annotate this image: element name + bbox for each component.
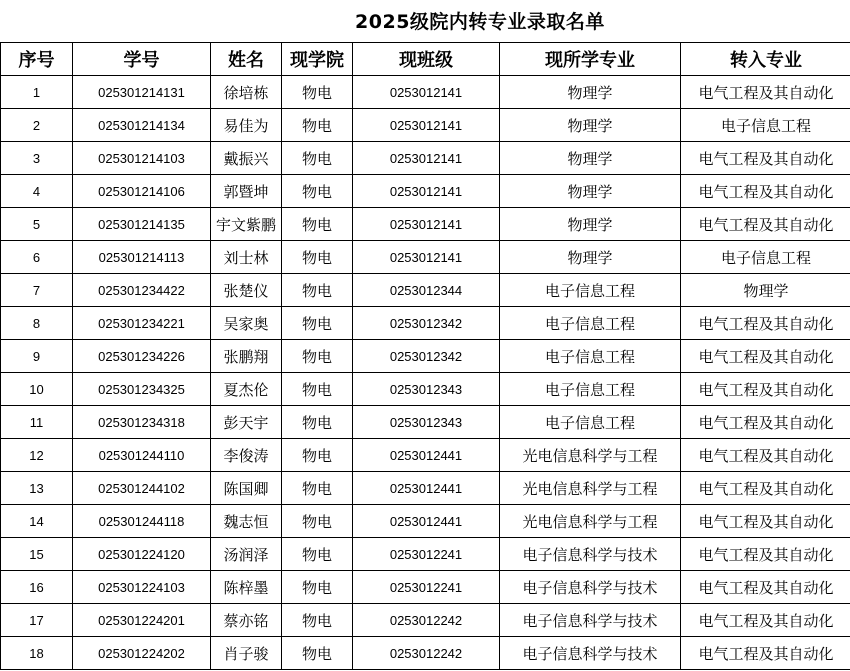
table-row <box>1 76 850 109</box>
cell-current-college[interactable]: 物电 <box>282 76 353 109</box>
cell-target-major[interactable]: 电子信息工程 <box>681 241 850 274</box>
cell-current-class[interactable]: 0253012141 <box>353 208 500 241</box>
cell-current-college[interactable]: 物电 <box>282 637 353 670</box>
cell-index[interactable]: 7 <box>1 274 73 307</box>
cell-index[interactable]: 1 <box>1 76 73 109</box>
table-row <box>1 208 850 241</box>
cell-current-major[interactable]: 电子信息工程 <box>500 340 681 373</box>
cell-index[interactable]: 17 <box>1 604 73 637</box>
cell-current-major[interactable]: 物理学 <box>500 76 681 109</box>
cell-index[interactable]: 6 <box>1 241 73 274</box>
cell-name[interactable]: 刘士林 <box>211 241 282 274</box>
cell-current-class[interactable]: 0253012344 <box>353 274 500 307</box>
cell-student-id[interactable]: 025301214113 <box>73 241 211 274</box>
cell-current-class[interactable]: 0253012141 <box>353 76 500 109</box>
table-row <box>1 604 850 637</box>
header-student-id[interactable]: 学号 <box>73 43 211 76</box>
cell-current-college[interactable]: 物电 <box>282 505 353 538</box>
cell-student-id[interactable]: 025301234221 <box>73 307 211 340</box>
cell-current-college[interactable]: 物电 <box>282 142 353 175</box>
cell-target-major[interactable]: 电气工程及其自动化 <box>681 76 850 109</box>
cell-current-major[interactable]: 电子信息科学与技术 <box>500 637 681 670</box>
cell-current-college[interactable]: 物电 <box>282 208 353 241</box>
cell-index[interactable]: 12 <box>1 439 73 472</box>
cell-current-major[interactable]: 电子信息科学与技术 <box>500 538 681 571</box>
cell-index[interactable]: 14 <box>1 505 73 538</box>
cell-current-major[interactable]: 物理学 <box>500 109 681 142</box>
cell-current-college[interactable]: 物电 <box>282 274 353 307</box>
cell-name[interactable]: 郭暨坤 <box>211 175 282 208</box>
cell-current-major[interactable]: 物理学 <box>500 175 681 208</box>
cell-student-id[interactable]: 025301244110 <box>73 439 211 472</box>
cell-target-major[interactable]: 电气工程及其自动化 <box>681 175 850 208</box>
cell-target-major[interactable]: 电气工程及其自动化 <box>681 307 850 340</box>
cell-name[interactable]: 汤润泽 <box>211 538 282 571</box>
cell-current-college[interactable]: 物电 <box>282 307 353 340</box>
cell-current-class[interactable]: 0253012242 <box>353 637 500 670</box>
sheet-title: 2025级院内转专业录取名单 <box>355 11 605 33</box>
cell-name[interactable]: 陈梓墨 <box>211 571 282 604</box>
table-row <box>1 472 850 505</box>
header-row <box>1 43 850 76</box>
cell-name[interactable]: 蔡亦铭 <box>211 604 282 637</box>
cell-student-id[interactable]: 025301214131 <box>73 76 211 109</box>
cell-student-id[interactable]: 025301234325 <box>73 373 211 406</box>
cell-target-major[interactable]: 电气工程及其自动化 <box>681 406 850 439</box>
cell-index[interactable]: 18 <box>1 637 73 670</box>
cell-name[interactable]: 魏志恒 <box>211 505 282 538</box>
cell-current-college[interactable]: 物电 <box>282 406 353 439</box>
cell-current-college[interactable]: 物电 <box>282 109 353 142</box>
table-row <box>1 307 850 340</box>
table-row <box>1 439 850 472</box>
cell-current-class[interactable]: 0253012441 <box>353 472 500 505</box>
cell-current-major[interactable]: 物理学 <box>500 142 681 175</box>
cell-index[interactable]: 2 <box>1 109 73 142</box>
cell-current-major[interactable]: 物理学 <box>500 208 681 241</box>
cell-current-college[interactable]: 物电 <box>282 175 353 208</box>
cell-target-major[interactable]: 电气工程及其自动化 <box>681 604 850 637</box>
cell-student-id[interactable]: 025301224103 <box>73 571 211 604</box>
cell-target-major[interactable]: 电气工程及其自动化 <box>681 340 850 373</box>
cell-target-major[interactable]: 电气工程及其自动化 <box>681 538 850 571</box>
cell-current-college[interactable]: 物电 <box>282 241 353 274</box>
cell-student-id[interactable]: 025301234226 <box>73 340 211 373</box>
cell-target-major[interactable]: 电气工程及其自动化 <box>681 637 850 670</box>
table-row <box>1 373 850 406</box>
cell-student-id[interactable]: 025301224201 <box>73 604 211 637</box>
cell-name[interactable]: 夏杰伦 <box>211 373 282 406</box>
cell-current-major[interactable]: 电子信息科学与技术 <box>500 571 681 604</box>
table-row <box>1 538 850 571</box>
cell-student-id[interactable]: 025301214103 <box>73 142 211 175</box>
cell-current-college[interactable]: 物电 <box>282 571 353 604</box>
table-row <box>1 340 850 373</box>
table-row <box>1 109 850 142</box>
cell-name[interactable]: 李俊涛 <box>211 439 282 472</box>
cell-current-class[interactable]: 0253012141 <box>353 241 500 274</box>
cell-student-id[interactable]: 025301224202 <box>73 637 211 670</box>
header-name[interactable]: 姓名 <box>211 43 282 76</box>
cell-index[interactable]: 13 <box>1 472 73 505</box>
cell-current-college[interactable]: 物电 <box>282 538 353 571</box>
cell-name[interactable]: 肖子骏 <box>211 637 282 670</box>
header-current-class[interactable]: 现班级 <box>353 43 500 76</box>
cell-index[interactable]: 4 <box>1 175 73 208</box>
cell-current-college[interactable]: 物电 <box>282 373 353 406</box>
cell-current-major[interactable]: 电子信息科学与技术 <box>500 604 681 637</box>
cell-name[interactable]: 彭天宇 <box>211 406 282 439</box>
cell-name[interactable]: 张鹏翔 <box>211 340 282 373</box>
cell-index[interactable]: 16 <box>1 571 73 604</box>
cell-name[interactable]: 张楚仪 <box>211 274 282 307</box>
cell-current-class[interactable]: 0253012342 <box>353 340 500 373</box>
header-current-college[interactable]: 现学院 <box>282 43 353 76</box>
cell-name[interactable]: 宇文紫鹏 <box>211 208 282 241</box>
cell-current-college[interactable]: 物电 <box>282 439 353 472</box>
cell-target-major[interactable]: 电气工程及其自动化 <box>681 571 850 604</box>
cell-student-id[interactable]: 025301214135 <box>73 208 211 241</box>
cell-current-class[interactable]: 0253012343 <box>353 373 500 406</box>
cell-current-class[interactable]: 0253012141 <box>353 175 500 208</box>
cell-current-class[interactable]: 0253012441 <box>353 439 500 472</box>
table-row <box>1 274 850 307</box>
cell-target-major[interactable]: 电气工程及其自动化 <box>681 373 850 406</box>
cell-target-major[interactable]: 电气工程及其自动化 <box>681 439 850 472</box>
cell-current-major[interactable]: 电子信息工程 <box>500 274 681 307</box>
table-row <box>1 142 850 175</box>
cell-index[interactable]: 9 <box>1 340 73 373</box>
cell-name[interactable]: 徐培栋 <box>211 76 282 109</box>
admission-table <box>0 42 850 670</box>
cell-target-major[interactable]: 物理学 <box>681 274 850 307</box>
cell-student-id[interactable]: 025301214106 <box>73 175 211 208</box>
table-row <box>1 241 850 274</box>
cell-target-major[interactable]: 电气工程及其自动化 <box>681 472 850 505</box>
header-index[interactable]: 序号 <box>1 43 73 76</box>
cell-name[interactable]: 戴振兴 <box>211 142 282 175</box>
cell-index[interactable]: 3 <box>1 142 73 175</box>
cell-index[interactable]: 11 <box>1 406 73 439</box>
cell-index[interactable]: 8 <box>1 307 73 340</box>
cell-target-major[interactable]: 电气工程及其自动化 <box>681 142 850 175</box>
cell-student-id[interactable]: 025301224120 <box>73 538 211 571</box>
cell-name[interactable]: 吴家奥 <box>211 307 282 340</box>
cell-current-major[interactable]: 物理学 <box>500 241 681 274</box>
cell-target-major[interactable]: 电子信息工程 <box>681 109 850 142</box>
cell-current-major[interactable]: 电子信息工程 <box>500 307 681 340</box>
cell-name[interactable]: 易佳为 <box>211 109 282 142</box>
cell-current-class[interactable]: 0253012343 <box>353 406 500 439</box>
table-row <box>1 637 850 670</box>
table-row <box>1 406 850 439</box>
cell-current-major[interactable]: 电子信息工程 <box>500 373 681 406</box>
header-current-major[interactable]: 现所学专业 <box>500 43 681 76</box>
cell-current-college[interactable]: 物电 <box>282 472 353 505</box>
cell-student-id[interactable]: 025301234422 <box>73 274 211 307</box>
cell-student-id[interactable]: 025301234318 <box>73 406 211 439</box>
cell-current-class[interactable]: 0253012242 <box>353 604 500 637</box>
cell-current-class[interactable]: 0253012241 <box>353 538 500 571</box>
cell-current-class[interactable]: 0253012342 <box>353 307 500 340</box>
cell-current-class[interactable]: 0253012141 <box>353 142 500 175</box>
cell-student-id[interactable]: 025301214134 <box>73 109 211 142</box>
cell-current-college[interactable]: 物电 <box>282 340 353 373</box>
cell-target-major[interactable]: 电气工程及其自动化 <box>681 505 850 538</box>
table-row <box>1 505 850 538</box>
cell-index[interactable]: 5 <box>1 208 73 241</box>
cell-current-college[interactable]: 物电 <box>282 604 353 637</box>
table-row <box>1 571 850 604</box>
cell-student-id[interactable]: 025301244102 <box>73 472 211 505</box>
cell-name[interactable]: 陈国卿 <box>211 472 282 505</box>
cell-target-major[interactable]: 电气工程及其自动化 <box>681 208 850 241</box>
cell-current-major[interactable]: 电子信息工程 <box>500 406 681 439</box>
cell-current-major[interactable]: 光电信息科学与工程 <box>500 472 681 505</box>
cell-index[interactable]: 10 <box>1 373 73 406</box>
cell-current-major[interactable]: 光电信息科学与工程 <box>500 439 681 472</box>
cell-current-class[interactable]: 0253012141 <box>353 109 500 142</box>
table-row <box>1 175 850 208</box>
cell-current-major[interactable]: 光电信息科学与工程 <box>500 505 681 538</box>
cell-index[interactable]: 15 <box>1 538 73 571</box>
cell-current-class[interactable]: 0253012441 <box>353 505 500 538</box>
header-target-major[interactable]: 转入专业 <box>681 43 850 76</box>
cell-student-id[interactable]: 025301244118 <box>73 505 211 538</box>
cell-current-class[interactable]: 0253012241 <box>353 571 500 604</box>
